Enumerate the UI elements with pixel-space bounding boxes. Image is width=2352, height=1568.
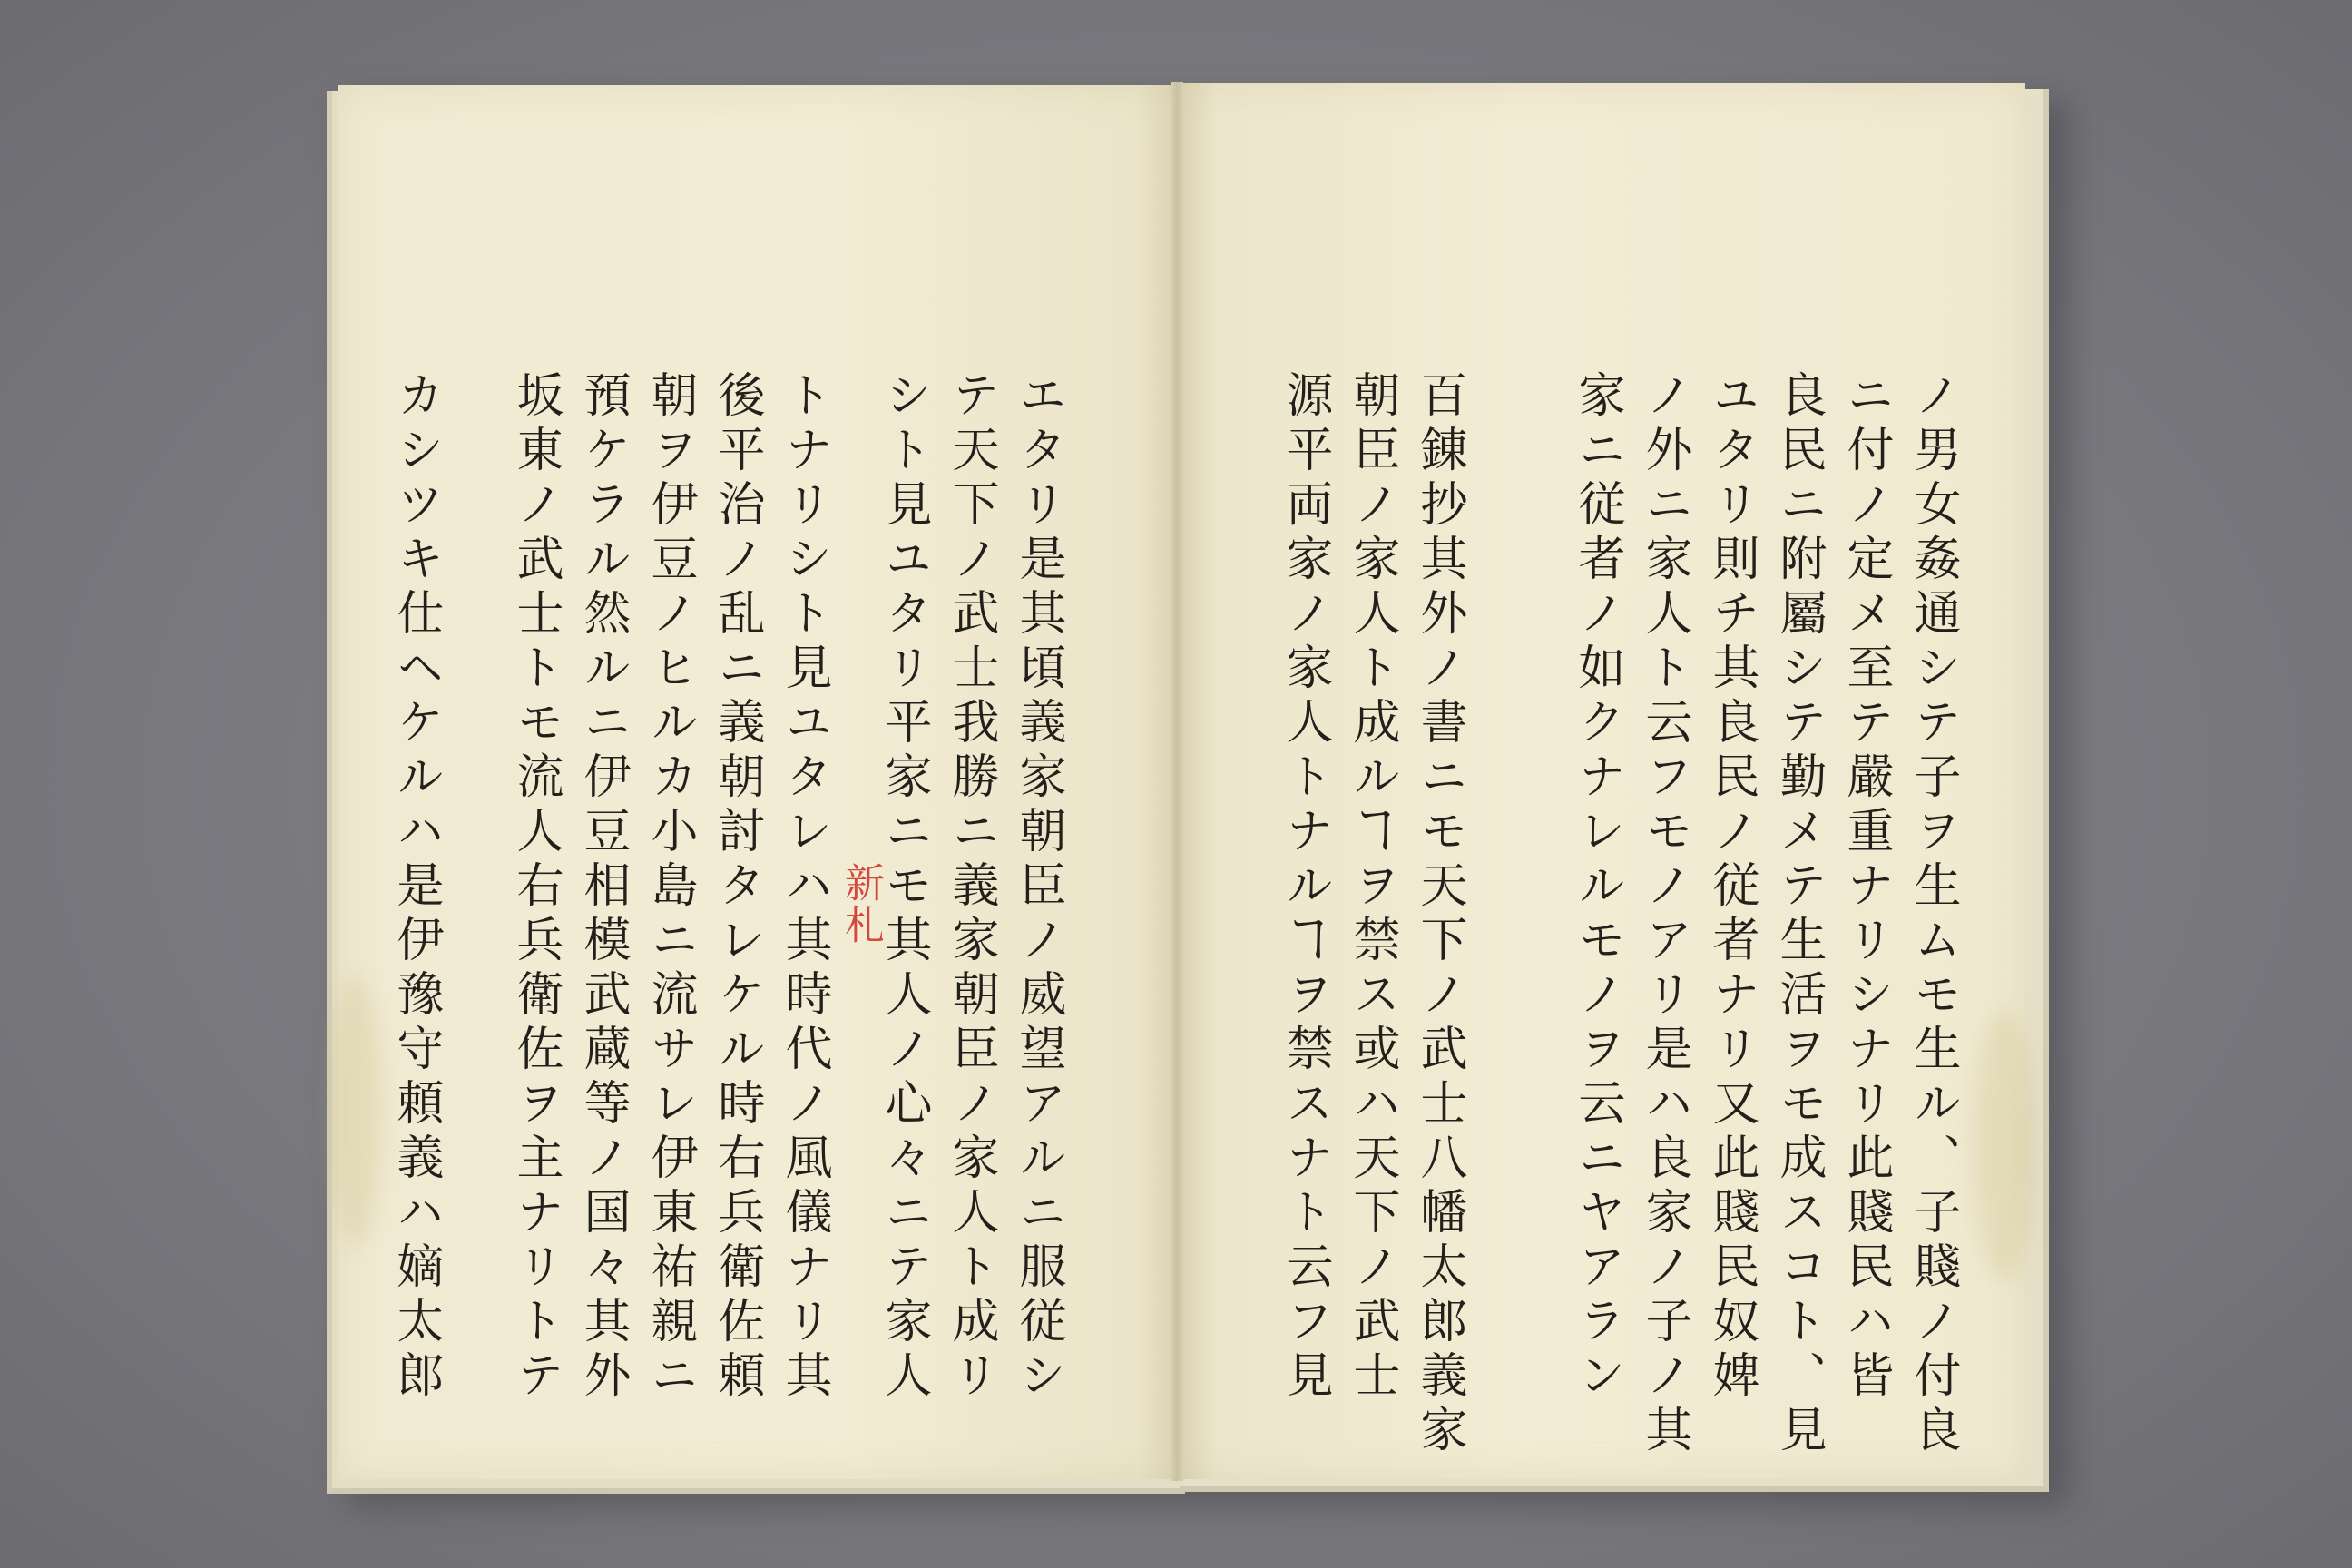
left-text-column-4: トナリシト見ユタレハ其時代ノ風儀ナリ其	[777, 370, 831, 1405]
left-text-column-2: テ天下ノ武士我勝ニ義家朝臣ノ家人ト成リ	[944, 370, 998, 1405]
right-text-column-9: 源平両家ノ家人トナルヿヲ禁スナト云フ見	[1278, 370, 1332, 1405]
left-text-column-9: カシツキ仕ヘケルハ是伊豫守頼義ハ嫡太郎	[388, 370, 443, 1405]
red-margin-note: 新札	[838, 862, 884, 946]
left-text-column-6: 朝ヲ伊豆ノヒルカ小島ニ流サレ伊東祐親ニ	[642, 370, 697, 1405]
left-text-column-1: エタリ是其頃義家朝臣ノ威望アルニ服従シ	[1011, 370, 1065, 1405]
right-text-column-4: ユタリ則チ其良民ノ従者ナリ又此賤民奴婢	[1704, 370, 1759, 1405]
right-text-column-7: 百錬抄其外ノ書ニモ天下ノ武士八幡太郎義家	[1412, 370, 1466, 1459]
page-stain	[328, 975, 383, 1247]
right-text-column-1: ノ男女姦通シテ子ヲ生ムモ生ル、子賤ノ付良	[1906, 370, 1960, 1459]
book-gutter	[1171, 82, 1183, 1481]
left-text-column-3: シト見ユタリ平家ニモ其人ノ心々ニテ家人	[877, 370, 931, 1405]
left-text-column-7: 預ケラル然ルニ伊豆相模武蔵等ノ国々其外	[575, 370, 630, 1405]
left-text-column-5: 後平治ノ乱ニ義朝討タレケル時右兵衛佐頼	[710, 370, 764, 1405]
page-stain	[1973, 1009, 2036, 1281]
right-text-column-3: 良民ニ附屬シテ勤メテ生活ヲモ成スコト、見	[1771, 370, 1826, 1459]
right-text-column-8: 朝臣ノ家人ト成ルヿヲ禁ス或ハ天下ノ武士	[1345, 370, 1399, 1405]
right-text-column-2: ニ付ノ定メ至テ嚴重ナリシナリ此賤民ハ皆	[1838, 370, 1893, 1405]
left-text-column-8: 坂東ノ武士トモ流人右兵衛佐ヲ主ナリトテ	[508, 370, 563, 1405]
right-text-column-5: ノ外ニ家人ト云フモノアリ是ハ良家ノ子ノ其	[1637, 370, 1691, 1459]
right-text-column-6: 家ニ従者ノ如クナレルモノヲ云ニヤアラン	[1570, 370, 1624, 1405]
